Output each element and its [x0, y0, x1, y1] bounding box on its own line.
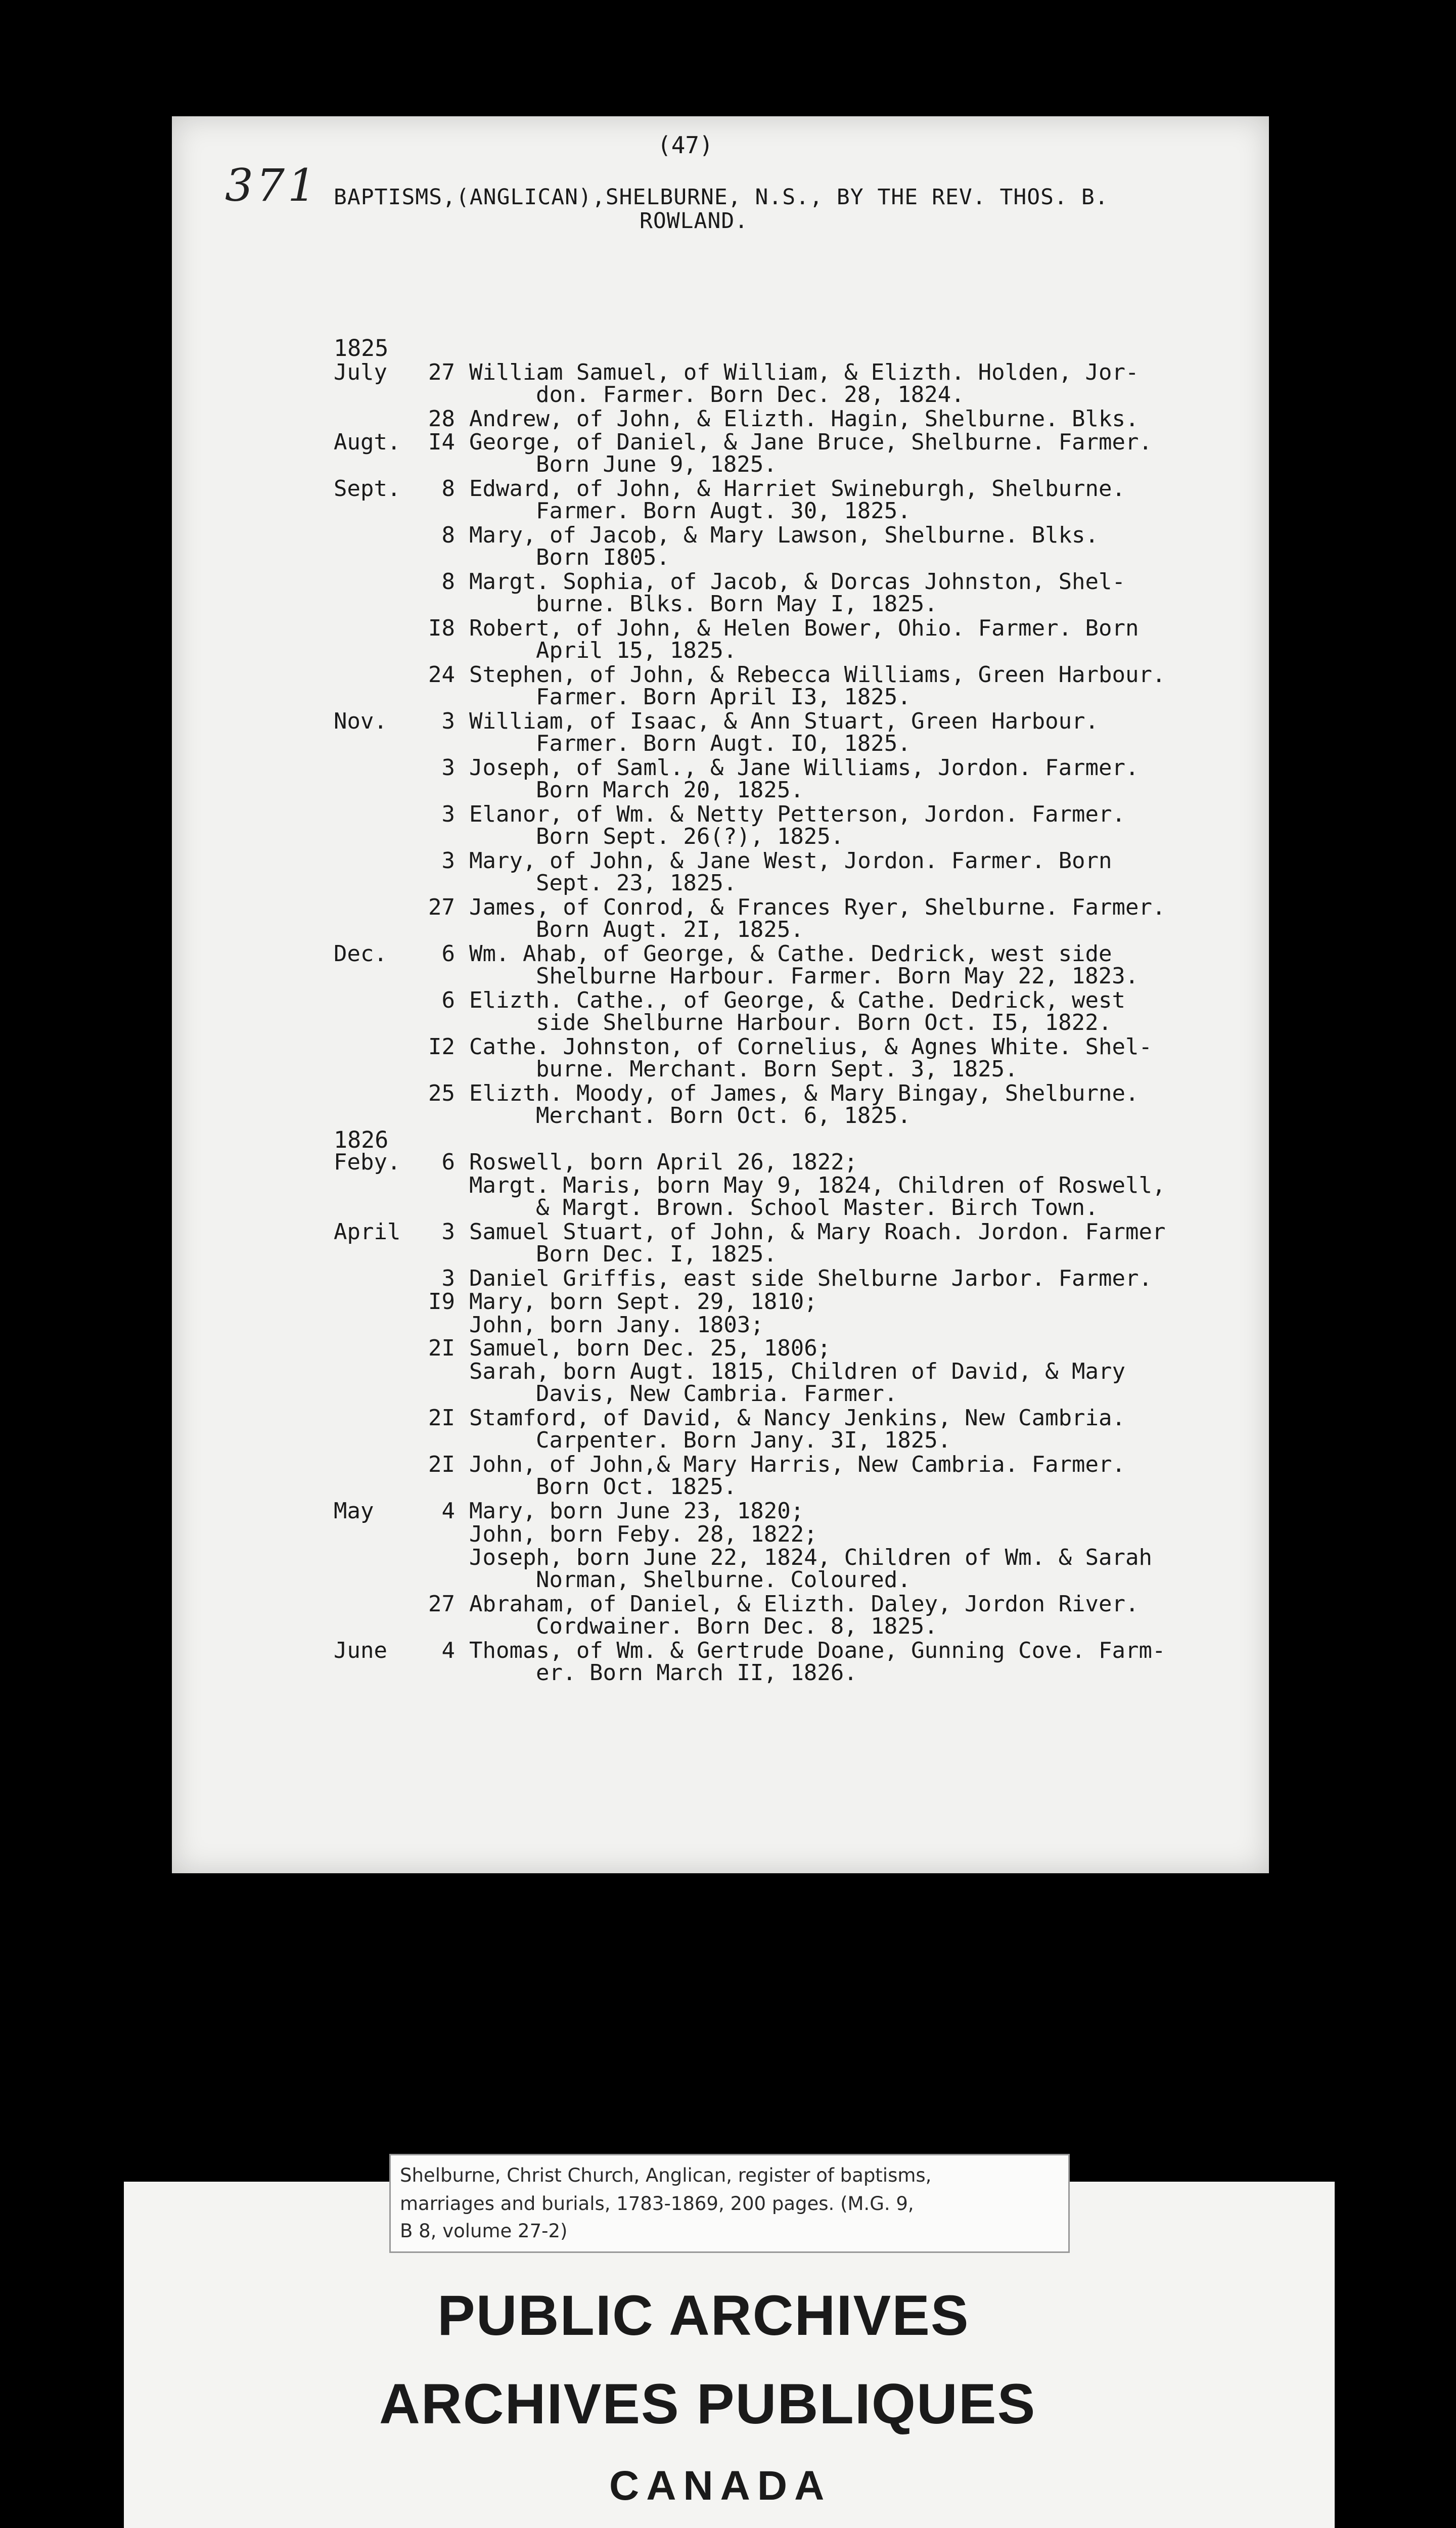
entry-text-continuation: Merchant. Born Oct. 6, 1825.	[536, 1103, 911, 1128]
entry-text-continuation: April 15, 1825.	[536, 638, 737, 663]
archive-card	[124, 2164, 1335, 2528]
collection-note-line: B 8, volume 27-2)	[400, 2220, 568, 2242]
collection-note-line: Shelburne, Christ Church, Anglican, register of baptisms,	[400, 2164, 932, 2186]
entry-text: Roswell, born April 26, 1822;	[469, 1149, 858, 1175]
entry-day: 27	[428, 894, 455, 920]
entry-text-continuation: er. Born March II, 1826.	[536, 1660, 857, 1686]
entry-text: Stamford, of David, & Nancy Jenkins, New Cambria.	[469, 1405, 1126, 1431]
entry-text: Thomas, of Wm. & Gertrude Doane, Gunning Cove. Farm-	[469, 1638, 1166, 1663]
entry-text-continuation: Norman, Shelburne. Coloured.	[536, 1567, 911, 1593]
page-title-continuation: ROWLAND.	[640, 208, 749, 234]
entry-day: 6	[441, 987, 455, 1013]
entry-day: 28	[428, 406, 455, 432]
entry-text: Stephen, of John, & Rebecca Williams, Green Harbour.	[469, 662, 1166, 688]
entry-day: 3	[441, 708, 455, 734]
archive-stamp-french: ARCHIVES PUBLIQUES	[379, 2372, 1036, 2435]
entry-text: Andrew, of John, & Elizth. Hagin, Shelburne. Blks.	[469, 406, 1139, 432]
entry-text-continuation: side Shelburne Harbour. Born Oct. I5, 1822.	[536, 1010, 1112, 1035]
entry-month: Augt.	[334, 429, 401, 455]
entry-text-continuation: Born March 20, 1825.	[536, 777, 804, 803]
entry-day: 8	[441, 522, 455, 548]
entry-month: Feby.	[334, 1149, 401, 1175]
entry-day: I2	[428, 1034, 455, 1060]
entry-text: Samuel Stuart, of John, & Mary Roach. Jordon. Farmer	[469, 1219, 1166, 1245]
entry-month: June	[334, 1638, 387, 1663]
entry-day: 6	[441, 1149, 455, 1175]
entry-text-continuation: Farmer. Born April I3, 1825.	[536, 684, 911, 710]
entry-text: Mary, of Jacob, & Mary Lawson, Shelburne. Blks.	[469, 522, 1099, 548]
entry-day: 8	[441, 476, 455, 502]
archive-stamp-english: PUBLIC ARCHIVES	[437, 2284, 970, 2347]
entry-text: John, of John,& Mary Harris, New Cambria. Farmer.	[469, 1452, 1126, 1477]
entry-day: 24	[428, 662, 455, 688]
entry-day: 27	[428, 359, 455, 385]
entry-text: Mary, of John, & Jane West, Jordon. Farmer. Born	[469, 848, 1112, 874]
entry-day: I9	[428, 1289, 455, 1315]
entry-day: 3	[441, 1266, 455, 1291]
entry-text-continuation: Born Sept. 26(?), 1825.	[536, 824, 844, 849]
entry-text: Wm. Ahab, of George, & Cathe. Dedrick, west side	[469, 941, 1112, 967]
collection-note-line: marriages and burials, 1783-1869, 200 pages. (M.G. 9,	[400, 2193, 914, 2215]
entry-text: Joseph, born June 22, 1824, Children of Wm. & Sarah	[469, 1545, 1153, 1570]
entry-day: 3	[441, 1219, 455, 1245]
entry-text: Elizth. Moody, of James, & Mary Bingay, Shelburne.	[469, 1080, 1139, 1106]
archive-stamp-country: CANADA	[609, 2463, 832, 2509]
entry-month: Sept.	[334, 476, 401, 502]
entry-text-continuation: Born Dec. I, 1825.	[536, 1241, 777, 1267]
entry-day: 3	[441, 801, 455, 827]
entry-text: Mary, born June 23, 1820;	[469, 1498, 804, 1524]
entry-text: Robert, of John, & Helen Bower, Ohio. Farmer. Born	[469, 615, 1139, 641]
register-page	[172, 116, 1269, 1873]
year-heading: 1825	[334, 335, 389, 362]
entry-day: 2I	[428, 1405, 455, 1431]
entry-text: Daniel Griffis, east side Shelburne Jarbor. Farmer.	[469, 1266, 1153, 1291]
entry-text: Samuel, born Dec. 25, 1806;	[469, 1335, 831, 1361]
entry-month: May	[334, 1498, 374, 1524]
entry-text: William, of Isaac, & Ann Stuart, Green Harbour.	[469, 708, 1099, 734]
year-heading: 1826	[334, 1126, 389, 1153]
entry-text-continuation: Sept. 23, 1825.	[536, 870, 737, 896]
entry-text-continuation: burne. Merchant. Born Sept. 3, 1825.	[536, 1056, 1018, 1082]
page-title: BAPTISMS,(ANGLICAN),SHELBURNE, N.S., BY THE REV. THOS. B.	[334, 185, 1109, 210]
entry-day: 3	[441, 848, 455, 874]
entry-text: Joseph, of Saml., & Jane Williams, Jordon. Farmer.	[469, 755, 1139, 781]
entry-text-continuation: Born Oct. 1825.	[536, 1474, 737, 1500]
entry-month: Dec.	[334, 941, 387, 967]
entry-day: 6	[441, 941, 455, 967]
entry-day: 25	[428, 1080, 455, 1106]
page-number: (47)	[657, 131, 713, 159]
entry-text-continuation: & Margt. Brown. School Master. Birch Town.	[536, 1195, 1099, 1221]
entry-day: 8	[441, 569, 455, 595]
entry-text: William Samuel, of William, & Elizth. Holden, Jor-	[469, 359, 1139, 385]
collection-note	[389, 2154, 1070, 2253]
entry-text-continuation: Born Augt. 2I, 1825.	[536, 917, 804, 942]
entry-text: Elanor, of Wm. & Netty Petterson, Jordon. Farmer.	[469, 801, 1126, 827]
entry-text: Margt. Maris, born May 9, 1824, Children of Roswell,	[469, 1172, 1166, 1198]
entry-text-continuation: don. Farmer. Born Dec. 28, 1824.	[536, 382, 965, 408]
entry-text-continuation: burne. Blks. Born May I, 1825.	[536, 591, 938, 617]
entry-day: I4	[428, 429, 455, 455]
entry-text: Mary, born Sept. 29, 1810;	[469, 1289, 817, 1315]
entry-month: Nov.	[334, 708, 387, 734]
entry-text: Sarah, born Augt. 1815, Children of David, & Mary	[469, 1359, 1126, 1384]
entry-day: 4	[441, 1498, 455, 1524]
entry-text-continuation: Born I805.	[536, 545, 670, 570]
handwritten-margin-reference: 371	[225, 159, 319, 211]
entry-text-continuation: Farmer. Born Augt. 30, 1825.	[536, 498, 911, 524]
entry-text: John, born Feby. 28, 1822;	[469, 1521, 817, 1547]
entry-day: 4	[441, 1638, 455, 1663]
entry-day: I8	[428, 615, 455, 641]
entry-text: Margt. Sophia, of Jacob, & Dorcas Johnston, Shel-	[469, 569, 1126, 595]
entry-day: 3	[441, 755, 455, 781]
entry-text: George, of Daniel, & Jane Bruce, Shelburne. Farmer.	[469, 429, 1153, 455]
entry-day: 27	[428, 1591, 455, 1617]
entry-text: Edward, of John, & Harriet Swineburgh, Shelburne.	[469, 476, 1126, 502]
entry-text-continuation: Davis, New Cambria. Farmer.	[536, 1381, 898, 1407]
entry-month: April	[334, 1219, 401, 1245]
entry-text: Cathe. Johnston, of Cornelius, & Agnes White. Shel-	[469, 1034, 1153, 1060]
entry-day: 2I	[428, 1335, 455, 1361]
entry-month: July	[334, 359, 387, 385]
entry-text: James, of Conrod, & Frances Ryer, Shelburne. Farmer.	[469, 894, 1166, 920]
entry-text-continuation: Farmer. Born Augt. IO, 1825.	[536, 731, 911, 756]
entry-text: Abraham, of Daniel, & Elizth. Daley, Jordon River.	[469, 1591, 1139, 1617]
entry-day: 2I	[428, 1452, 455, 1477]
entry-text: John, born Jany. 1803;	[469, 1312, 764, 1338]
entry-text: Elizth. Cathe., of George, & Cathe. Dedrick, west	[469, 987, 1126, 1013]
entry-text-continuation: Shelburne Harbour. Farmer. Born May 22, 1823.	[536, 963, 1139, 989]
entry-text-continuation: Carpenter. Born Jany. 3I, 1825.	[536, 1427, 951, 1453]
entry-text-continuation: Born June 9, 1825.	[536, 452, 777, 477]
entry-text-continuation: Cordwainer. Born Dec. 8, 1825.	[536, 1613, 938, 1639]
